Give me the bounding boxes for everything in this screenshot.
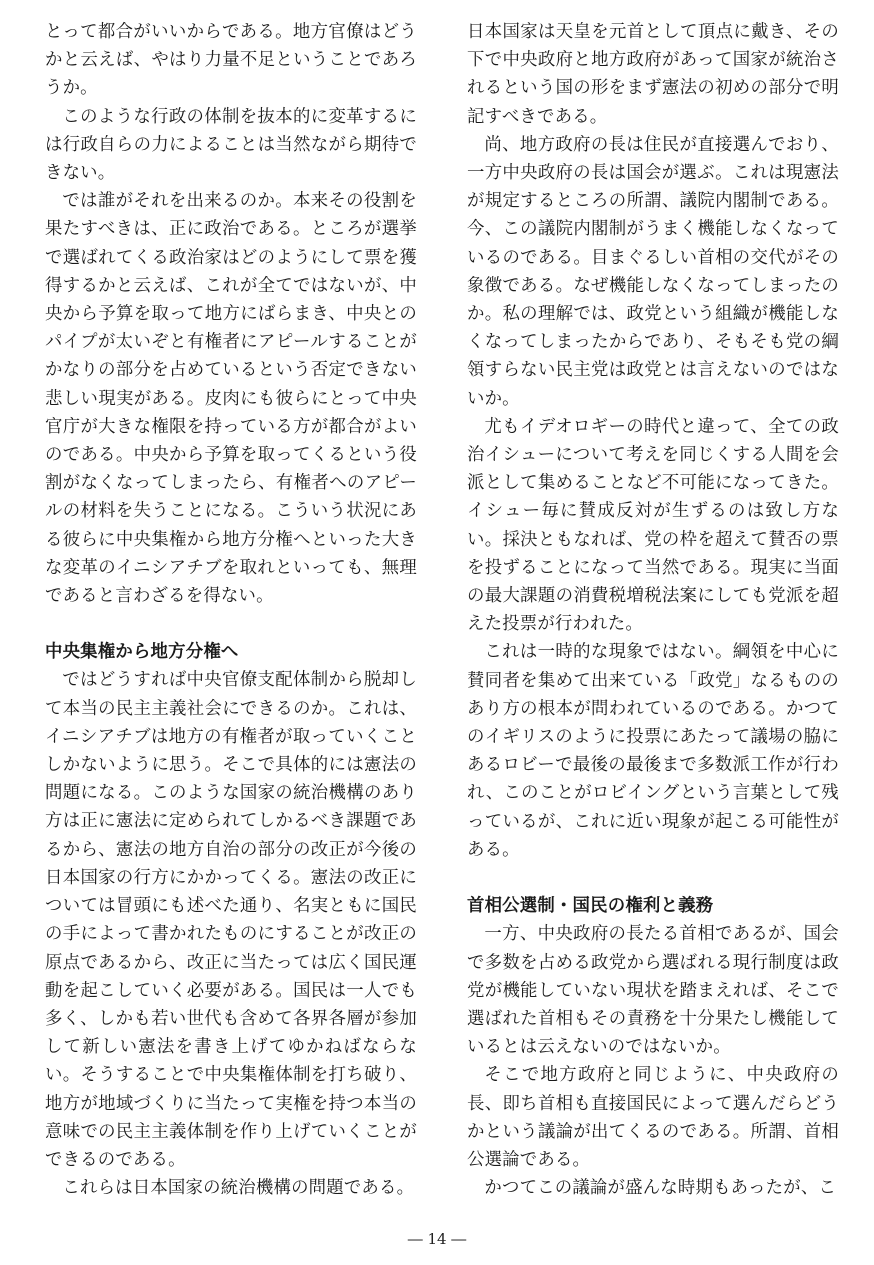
paragraph: ではどうすれば中央官僚支配体制から脱却して本当の民主主義社会にできるのか。これは、イニシアチブは地方の有権者が取っていくことしかないように思う。そこで具体的には憲法の問題になる。このような国家の統治機構のあり方は正に憲法に定められてしかるべき課題であるから、憲法の地方自治の部分の改正が今後の日本国家の行方にかかってくる。憲法の改正については冒頭にも述べた通り、名実ともに国民の手によって書かれたものにすることが改正の原点であるから、改正に当たっては広く国民運動を起こしていく必要がある。国民は一人でも多く、しかも若い世代も含めて各界各層が参加して新しい憲法を書き上げてゆかねばならない。そうすることで中央集権体制を打ち破り、地方が地域づくりに当たって実権を持つ本当の意味での民主主義体制を作り上げていくことができるのである。 <box>45 670 417 1170</box>
paragraph: 尚、地方政府の長は住民が直接選んでおり、一方中央政府の長は国会が選ぶ。これは現憲法が規定するところの所謂、議院内閣制である。今、この議院内閣制がうまく機能しなくなっているのである。目まぐるしい首相の交代がその象徴である。なぜ機能しなくなってしまったのか。私の理解では、政党という組織が機能しなくなってしまったからであり、そもそも党の綱領すらない民主党は政党とは言えないのではないか。 <box>467 134 839 409</box>
paragraph: とって都合がいいからである。地方官僚はどうかと云えば、やはり力量不足ということであろうか。 <box>45 22 417 99</box>
paragraph: では誰がそれを出来るのか。本来その役割を果たすべきは、正に政治である。ところが選挙で選ばれてくる政治家はどのようにして票を獲得するかと云えば、これが全てではないが、中央から予算を取って地方にばらまき、中央とのパイプが太いぞと有権者にアピールすることがかなりの部分を占めているという否定できない悲しい現実がある。皮肉にも彼らにとって中央官庁が大きな権限を持っている方が都合がよいのである。中央から予算を取ってくるという役割がなくなってしまったら、有権者へのアピールの材料を失うことになる。こういう状況にある彼らに中央集権から地方分権へといった大きな変革のイニシアチブを取れといっても、無理であると言わざるを得ない。 <box>45 191 417 607</box>
left-column <box>45 18 417 1202</box>
paragraph: 日本国家は天皇を元首として頂点に戴き、その下で中央政府と地方政府があって国家が統治されるという国の形をまず憲法の初めの部分で明記すべきである。 <box>467 22 839 127</box>
paragraph: このような行政の体制を抜本的に変革するには行政自らの力によることは当然ながら期待できない。 <box>45 106 417 184</box>
section-heading: 首相公選制・国民の権利と義務 <box>467 896 714 917</box>
section-gap <box>45 610 417 638</box>
section-gap <box>467 864 839 892</box>
paragraph: これらは日本国家の統治機構の問題である。 <box>62 1178 415 1199</box>
paragraph: 一方、中央政府の長たる首相であるが、国会で多数を占める政党から選ばれる現行制度は政党が機能していない現状を踏まえれば、そこで選ばれた首相もその責務を十分果たし機能しているとは云えないのではないか。 <box>467 924 839 1058</box>
paragraph: そこで地方政府と同じように、中央政府の長、即ち首相も直接国民によって選んだらどうかという議論が出てくるのである。所謂、首相公選論である。 <box>467 1065 839 1170</box>
paragraph: かつてこの議論が盛んな時期もあったが、こ <box>484 1178 837 1199</box>
paragraph: これは一時的な現象ではない。綱領を中心に賛同者を集めて出来ている「政党」なるもののあり方の根本が問われているのである。かつてのイギリスのように投票にあたって議場の脇にあるロビーで最後の最後まで多数派工作が行われ、このことがロビイングという言葉として残っているが、これに近い現象が起こる可能性がある。 <box>467 642 839 860</box>
page-number: ― 14 ― <box>407 1230 467 1248</box>
paragraph: 尤もイデオロギーの時代と違って、全ての政治イシューについて考えを同じくする人間を会派として集めることなど不可能になってきた。イシュー毎に賛成反対が生ずるのは致し方ない。採決ともなれば、党の枠を超えて賛否の票を投ずることになって当然である。現実に当面の最大課題の消費税増税法案にしても党派を超えた投票が行われた。 <box>467 416 839 635</box>
section-heading: 中央集権から地方分権へ <box>45 642 239 663</box>
right-column <box>467 18 839 1202</box>
